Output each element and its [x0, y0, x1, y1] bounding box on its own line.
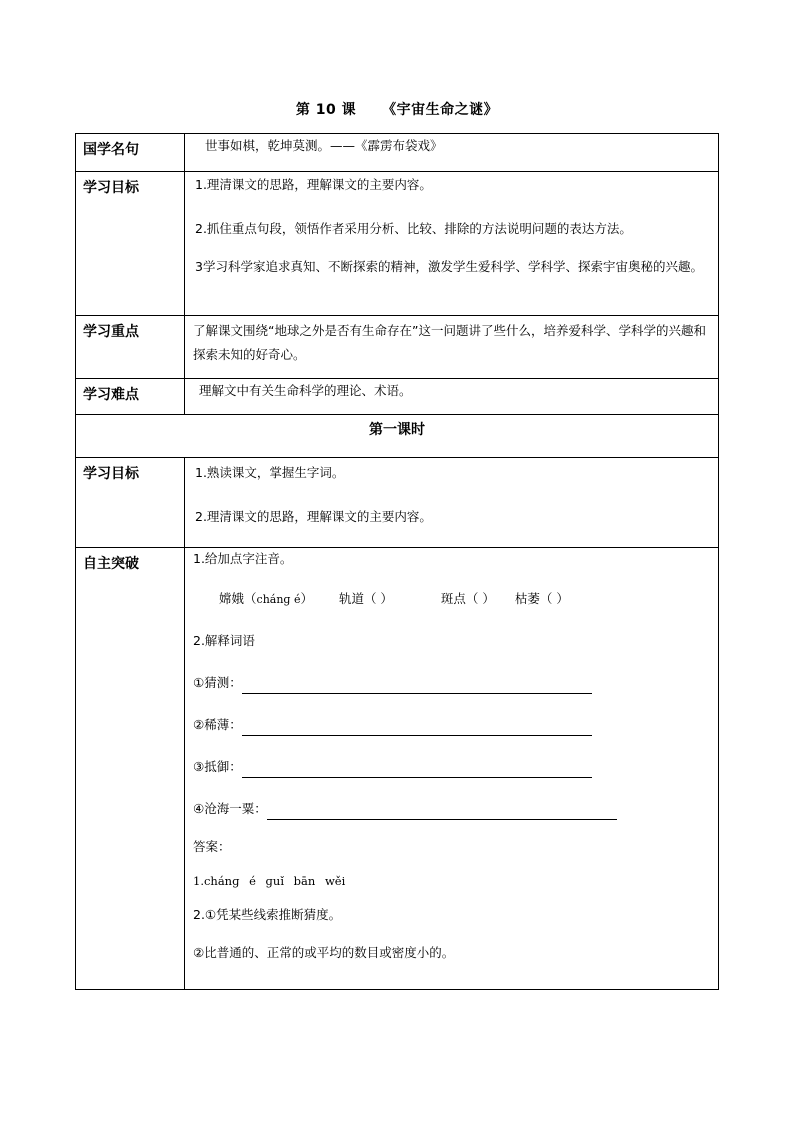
self-label: 自主突破	[76, 548, 185, 990]
answer-2a: 2.①凭某些线索推断猜度。	[193, 907, 342, 922]
lesson-table	[75, 133, 719, 990]
self-row	[76, 548, 719, 990]
answer-blank-3[interactable]	[242, 763, 592, 778]
pinyin-line: 嫦娥（chánɡ é） 轨道（ ） 斑点（ ） 枯萎（ ）	[219, 591, 569, 606]
term-line-1	[193, 672, 712, 694]
goal-item-2: 2.抓住重点句段，领悟作者采用分析、比较、排除的方法说明问题的表达方法。	[195, 221, 632, 236]
term-mark-3: ③	[193, 759, 205, 774]
difficulty-cell	[185, 379, 719, 415]
goals-row	[76, 172, 719, 316]
goal-item-1: 1.理清课文的思路，理解课文的主要内容。	[195, 177, 432, 192]
motto-label: 国学名句	[76, 134, 185, 172]
goals-label: 学习目标	[76, 172, 185, 316]
goals-cell	[185, 172, 719, 316]
pinyin-word-1: 嫦娥	[219, 591, 245, 606]
section-title: 第一课时	[76, 415, 719, 458]
focus-text: 了解课文围绕“地球之外是否有生命存在”这一问题讲了些什么，培养爱科学、学科学的兴趣和探索未知的好奇心。	[193, 323, 706, 362]
goals2-item-2: 2.理清课文的思路，理解课文的主要内容。	[195, 509, 432, 524]
lesson-title	[0, 99, 794, 119]
answers-label: 答案：	[193, 839, 231, 854]
goals2-item-1: 1.熟读课文，掌握生字词。	[195, 465, 345, 480]
term-word-2: 稀薄：	[204, 717, 242, 732]
question-1: 1.给加点字注音。	[193, 551, 293, 566]
goals2-row	[76, 458, 719, 548]
goal-item-3: 3学习科学家追求真知、不断探索的精神，激发学生爱科学、学科学、探索宇宙奥秘的兴趣。	[195, 259, 703, 274]
term-word-4: 沧海一粟：	[204, 801, 267, 816]
lesson-number: 第 10 课	[295, 102, 357, 118]
lesson-name: 《宇宙生命之谜》	[382, 102, 499, 118]
term-line-2	[193, 714, 712, 736]
term-line-3	[193, 756, 712, 778]
pinyin-word-3: 斑点	[440, 591, 466, 606]
pinyin-answer-1: chánɡ é	[256, 593, 301, 606]
goals2-cell	[185, 458, 719, 548]
motto-cell	[185, 134, 719, 172]
difficulty-label: 学习难点	[76, 379, 185, 415]
term-line-4	[193, 798, 712, 820]
answer-1: 1.chánɡ é ɡuǐ bān wěi	[193, 874, 346, 888]
goals2-label: 学习目标	[76, 458, 185, 548]
term-mark-4: ④	[193, 801, 205, 816]
answer-2b: ②比普通的、正常的或平均的数目或密度小的。	[193, 945, 455, 960]
difficulty-row	[76, 379, 719, 415]
motto-row	[76, 134, 719, 172]
term-mark-2: ②	[193, 717, 205, 732]
term-word-3: 抵御：	[204, 759, 242, 774]
answer-blank-2[interactable]	[242, 721, 592, 736]
term-word-1: 猜测：	[204, 675, 242, 690]
answer-blank-4[interactable]	[267, 805, 617, 820]
answer-blank-1[interactable]	[242, 679, 592, 694]
difficulty-text: 理解文中有关生命科学的理论、术语。	[199, 383, 412, 398]
focus-label: 学习重点	[76, 316, 185, 379]
pinyin-word-2: 轨道	[338, 591, 364, 606]
focus-cell	[185, 316, 719, 379]
term-mark-1: ①	[193, 675, 205, 690]
section-row	[76, 415, 719, 458]
focus-row	[76, 316, 719, 379]
self-cell	[185, 548, 719, 990]
question-2: 2.解释词语	[193, 633, 255, 648]
motto-text: 世事如棋，乾坤莫测。——《霹雳布袋戏》	[205, 138, 443, 153]
pinyin-word-4: 枯萎	[514, 591, 540, 606]
